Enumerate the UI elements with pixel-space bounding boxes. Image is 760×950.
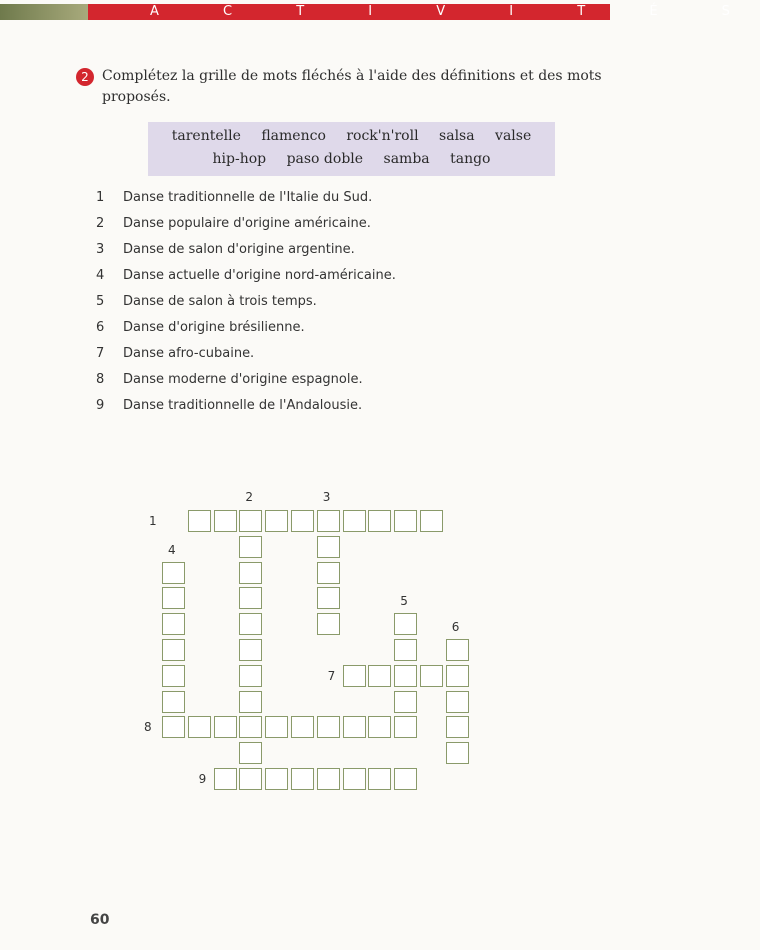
- definition-number: 2: [96, 216, 105, 231]
- crossword-cell[interactable]: [239, 742, 262, 764]
- clue-number-6: 6: [451, 620, 460, 634]
- definition-number: 4: [96, 268, 105, 283]
- crossword-cell[interactable]: [368, 665, 391, 687]
- clue-number-8: 8: [144, 720, 152, 735]
- clue-number-1: 1: [149, 514, 157, 528]
- crossword-cell[interactable]: [343, 768, 366, 790]
- word-bank-item: hip-hop: [212, 151, 267, 167]
- clue-number-7: 7: [327, 668, 336, 683]
- exercise-instruction: Complétez la grille de mots fléchés à l'aide des définitions et des mots proposés.: [102, 68, 602, 105]
- crossword-cell[interactable]: [239, 536, 262, 558]
- crossword-cell[interactable]: [446, 716, 469, 738]
- word-bank-item: tango: [450, 151, 491, 167]
- crossword-cell[interactable]: [394, 768, 417, 790]
- crossword-cell[interactable]: [239, 768, 262, 790]
- crossword-cell[interactable]: [368, 716, 391, 738]
- crossword-cell[interactable]: [162, 665, 185, 687]
- crossword-cell[interactable]: [162, 716, 185, 738]
- crossword-cell[interactable]: [214, 768, 237, 790]
- definition-text: Danse traditionnelle de l'Andalousie.: [123, 398, 363, 413]
- crossword-cell[interactable]: [239, 613, 262, 635]
- crossword-cell[interactable]: [420, 665, 443, 687]
- definition-text: Danse moderne d'origine espagnole.: [123, 372, 363, 387]
- definition-text: Danse traditionnelle de l'Italie du Sud.: [123, 190, 373, 205]
- crossword-cell[interactable]: [162, 691, 185, 713]
- crossword-cell[interactable]: [394, 691, 417, 713]
- crossword-cell[interactable]: [420, 510, 443, 532]
- word-bank-item: rock'n'roll: [346, 128, 419, 144]
- definition-number: 5: [96, 294, 105, 309]
- crossword-cell[interactable]: [239, 639, 262, 661]
- definition-number: 3: [96, 242, 105, 257]
- definition-text: Danse populaire d'origine américaine.: [123, 216, 371, 231]
- clue-number-3: 3: [322, 490, 331, 504]
- clue-number-9: 9: [198, 772, 207, 786]
- crossword-cell[interactable]: [394, 716, 417, 738]
- crossword-cell[interactable]: [317, 613, 340, 635]
- crossword-cell[interactable]: [239, 665, 262, 687]
- crossword-cell[interactable]: [239, 587, 262, 609]
- crossword-cell[interactable]: [446, 665, 469, 687]
- crossword-cell[interactable]: [162, 639, 185, 661]
- crossword-cell[interactable]: [291, 716, 314, 738]
- definition-number: 8: [96, 372, 105, 387]
- crossword-cell[interactable]: [162, 562, 185, 584]
- crossword-cell[interactable]: [317, 510, 340, 532]
- definition-text: Danse afro-cubaine.: [123, 346, 255, 361]
- crossword-cell[interactable]: [446, 691, 469, 713]
- crossword-cell[interactable]: [239, 562, 262, 584]
- definition-number: 9: [96, 398, 105, 413]
- crossword-cell[interactable]: [317, 562, 340, 584]
- definition-number: 6: [96, 320, 105, 335]
- word-bank-item: paso doble: [286, 151, 364, 167]
- definition-text: Danse d'origine brésilienne.: [123, 320, 305, 335]
- crossword-cell[interactable]: [446, 639, 469, 661]
- crossword-cell[interactable]: [394, 613, 417, 635]
- crossword-cell[interactable]: [162, 587, 185, 609]
- clue-number-2: 2: [245, 490, 254, 504]
- crossword-cell[interactable]: [317, 536, 340, 558]
- banner-title: A C T I V I T É S: [150, 4, 760, 19]
- word-bank-item: tarentelle: [171, 128, 241, 144]
- crossword-cell[interactable]: [343, 510, 366, 532]
- word-bank-item: samba: [383, 151, 430, 167]
- word-bank-item: flamenco: [261, 128, 326, 144]
- crossword-cell[interactable]: [265, 510, 288, 532]
- crossword-cell[interactable]: [188, 716, 211, 738]
- word-bank-item: valse: [495, 128, 532, 144]
- crossword-cell[interactable]: [343, 716, 366, 738]
- clue-number-5: 5: [400, 594, 408, 609]
- crossword-cell[interactable]: [265, 768, 288, 790]
- word-bank-item: salsa: [439, 128, 475, 144]
- crossword-cell[interactable]: [317, 716, 340, 738]
- crossword-cell[interactable]: [214, 716, 237, 738]
- crossword-cell[interactable]: [188, 510, 211, 532]
- crossword-cell[interactable]: [343, 665, 366, 687]
- crossword-cell[interactable]: [291, 768, 314, 790]
- exercise-number-badge: 2: [76, 68, 94, 86]
- crossword-cell[interactable]: [239, 691, 262, 713]
- definition-text: Danse actuelle d'origine nord-américaine.: [123, 268, 396, 283]
- definition-number: 1: [96, 190, 105, 205]
- crossword-cell[interactable]: [239, 510, 262, 532]
- crossword-cell[interactable]: [162, 613, 185, 635]
- crossword-cell[interactable]: [368, 510, 391, 532]
- crossword-cell[interactable]: [291, 510, 314, 532]
- crossword-cell[interactable]: [394, 665, 417, 687]
- crossword-cell[interactable]: [214, 510, 237, 532]
- crossword-cell[interactable]: [265, 716, 288, 738]
- clue-number-4: 4: [168, 542, 176, 557]
- crossword-cell[interactable]: [317, 587, 340, 609]
- definition-text: Danse de salon d'origine argentine.: [123, 242, 355, 257]
- crossword-cell[interactable]: [446, 742, 469, 764]
- crossword-cell[interactable]: [394, 639, 417, 661]
- page-number: 60: [90, 912, 110, 928]
- crossword-cell[interactable]: [394, 510, 417, 532]
- definition-text: Danse de salon à trois temps.: [123, 294, 317, 309]
- definition-number: 7: [96, 346, 105, 361]
- crossword-cell[interactable]: [368, 768, 391, 790]
- crossword-cell[interactable]: [239, 716, 262, 738]
- crossword-cell[interactable]: [317, 768, 340, 790]
